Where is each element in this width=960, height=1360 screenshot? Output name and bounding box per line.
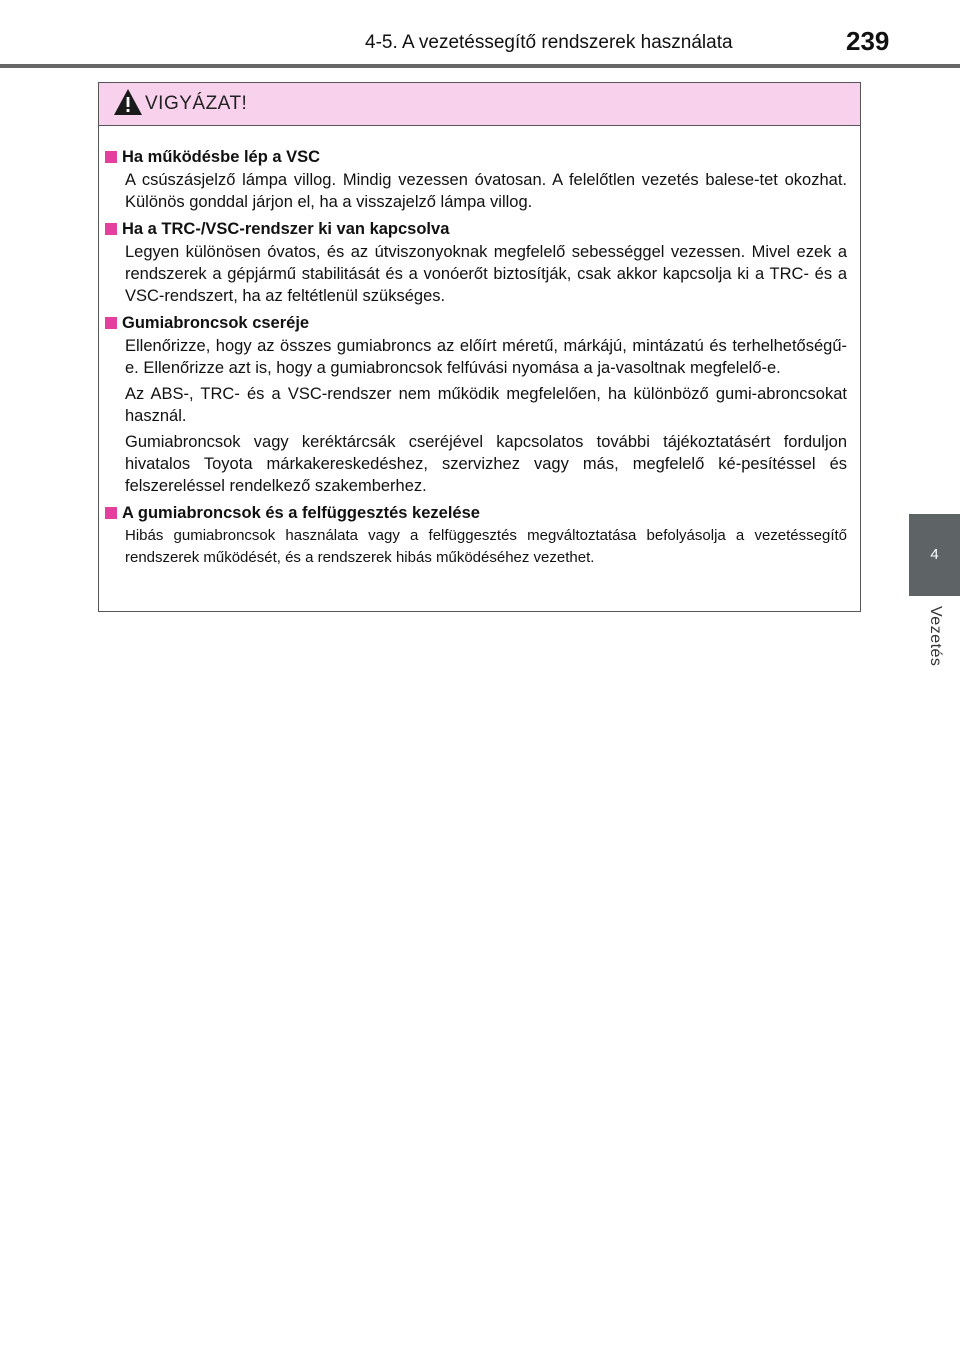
section-vsc-active <box>105 146 847 213</box>
warning-title: VIGYÁZAT! <box>145 93 248 114</box>
bullet-square-icon <box>105 223 117 235</box>
page-number: 239 <box>846 26 890 56</box>
bullet-square-icon <box>105 317 117 329</box>
section-tire-suspension-handling <box>105 502 847 569</box>
section-heading <box>105 146 847 168</box>
section-trc-vsc-off <box>105 218 847 307</box>
section-heading <box>105 502 847 524</box>
section-paragraph: Gumiabroncsok vagy keréktárcsák cseréjével kapcsolatos további tájékoztatásért forduljon hivatalos Toyota márkakereskedéshez, szervizhez vagy más, megfelelő ké-pesítéssel és felszereléssel rendelkező szakemberhez. <box>125 433 847 495</box>
section-heading <box>105 312 847 334</box>
page-header-title: 4-5. A vezetéssegítő rendszerek használata <box>365 32 733 53</box>
chapter-number: 4 <box>930 546 939 563</box>
chapter-tab[interactable] <box>909 514 960 596</box>
warning-triangle-icon <box>113 88 143 116</box>
section-paragraph: Az ABS-, TRC- és a VSC-rendszer nem működik megfelelően, ha különböző gumi-abroncsokat használ. <box>125 385 847 425</box>
section-heading-text: Ha a TRC-/VSC-rendszer ki van kapcsolva <box>122 220 450 238</box>
section-paragraph: Legyen különösen óvatos, és az útviszonyoknak megfelelő sebességgel vezessen. Mivel ezek a rendszerek a gépjármű stabilitását és a vonóerőt biztosítják, csak akkor kapcsolja ki a TRC- és a VSC-rendszert, ha az feltétlenül szükséges. <box>125 243 847 305</box>
warning-header <box>99 83 860 126</box>
warning-body <box>99 126 860 569</box>
bullet-square-icon <box>105 151 117 163</box>
bullet-square-icon <box>105 507 117 519</box>
header-rule <box>0 64 960 68</box>
section-heading-text: Gumiabroncsok cseréje <box>122 314 310 332</box>
section-heading-text: Ha működésbe lép a VSC <box>122 148 321 166</box>
section-heading-text: A gumiabroncsok és a felfüggesztés kezelése <box>122 504 480 522</box>
section-paragraph: Ellenőrizze, hogy az összes gumiabroncs az előírt méretű, márkájú, mintázatú és terhelhetőségű-e. Ellenőrizze azt is, hogy a gumiabroncsok felfúvási nyomása a ja-vasoltnak megfelelő-e. <box>125 337 847 377</box>
section-tire-replacement <box>105 312 847 497</box>
section-heading <box>105 218 847 240</box>
warning-box <box>98 82 861 612</box>
section-paragraph: Hibás gumiabroncsok használata vagy a felfüggesztés megváltoztatása befolyásolja a vezetéssegítő rendszerek működését, és a rendszerek hibás működéséhez vezethet. <box>125 527 847 566</box>
chapter-label: Vezetés <box>927 606 944 667</box>
section-paragraph: A csúszásjelző lámpa villog. Mindig vezessen óvatosan. A felelőtlen vezetés balese-tet okozhat. Különös gonddal járjon el, ha a visszajelző lámpa villog. <box>125 171 847 211</box>
